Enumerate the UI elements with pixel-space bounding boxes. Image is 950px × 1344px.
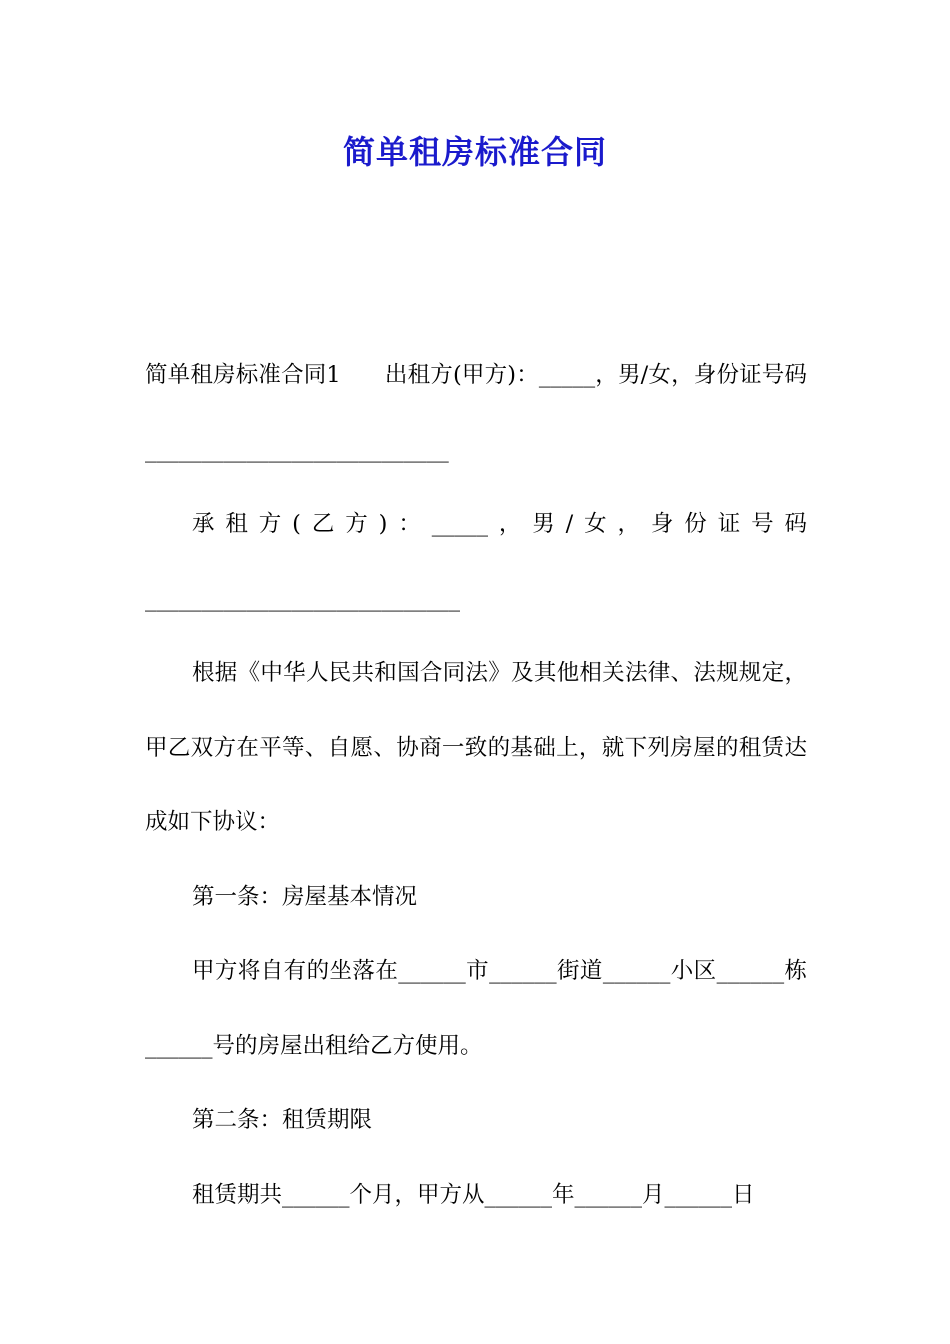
article-1-heading: 第一条：房屋基本情况 xyxy=(192,883,418,910)
paragraph-lessor xyxy=(145,338,807,487)
article-2-heading: 第二条：租赁期限 xyxy=(192,1107,373,1133)
paragraph-house-location: 甲方将自有的坐落在______市______街道______小区______栋______号的房屋出租给乙方使用。 xyxy=(145,958,807,1059)
paragraph-lease-term: 租赁期共______个月，甲方从______年______月______日 xyxy=(192,1181,755,1208)
paragraph-lessee: 承租方(乙方)：_____，男/女，身份证号码____________________________ xyxy=(145,511,807,612)
document-title: 简单租房标准合同 xyxy=(342,133,607,171)
paragraph-lead: 简单租房标准合同1 xyxy=(145,362,341,388)
paragraph-basis: 根据《中华人民共和国合同法》及其他相关法律、法规规定，甲乙双方在平等、自愿、协商一致的基础上，就下列房屋的租赁达成如下协议： xyxy=(145,660,807,835)
document-body xyxy=(145,338,807,1232)
paragraph-text: 出租方(甲方)：_____，男/女，身份证号码___________________________ xyxy=(145,362,807,463)
